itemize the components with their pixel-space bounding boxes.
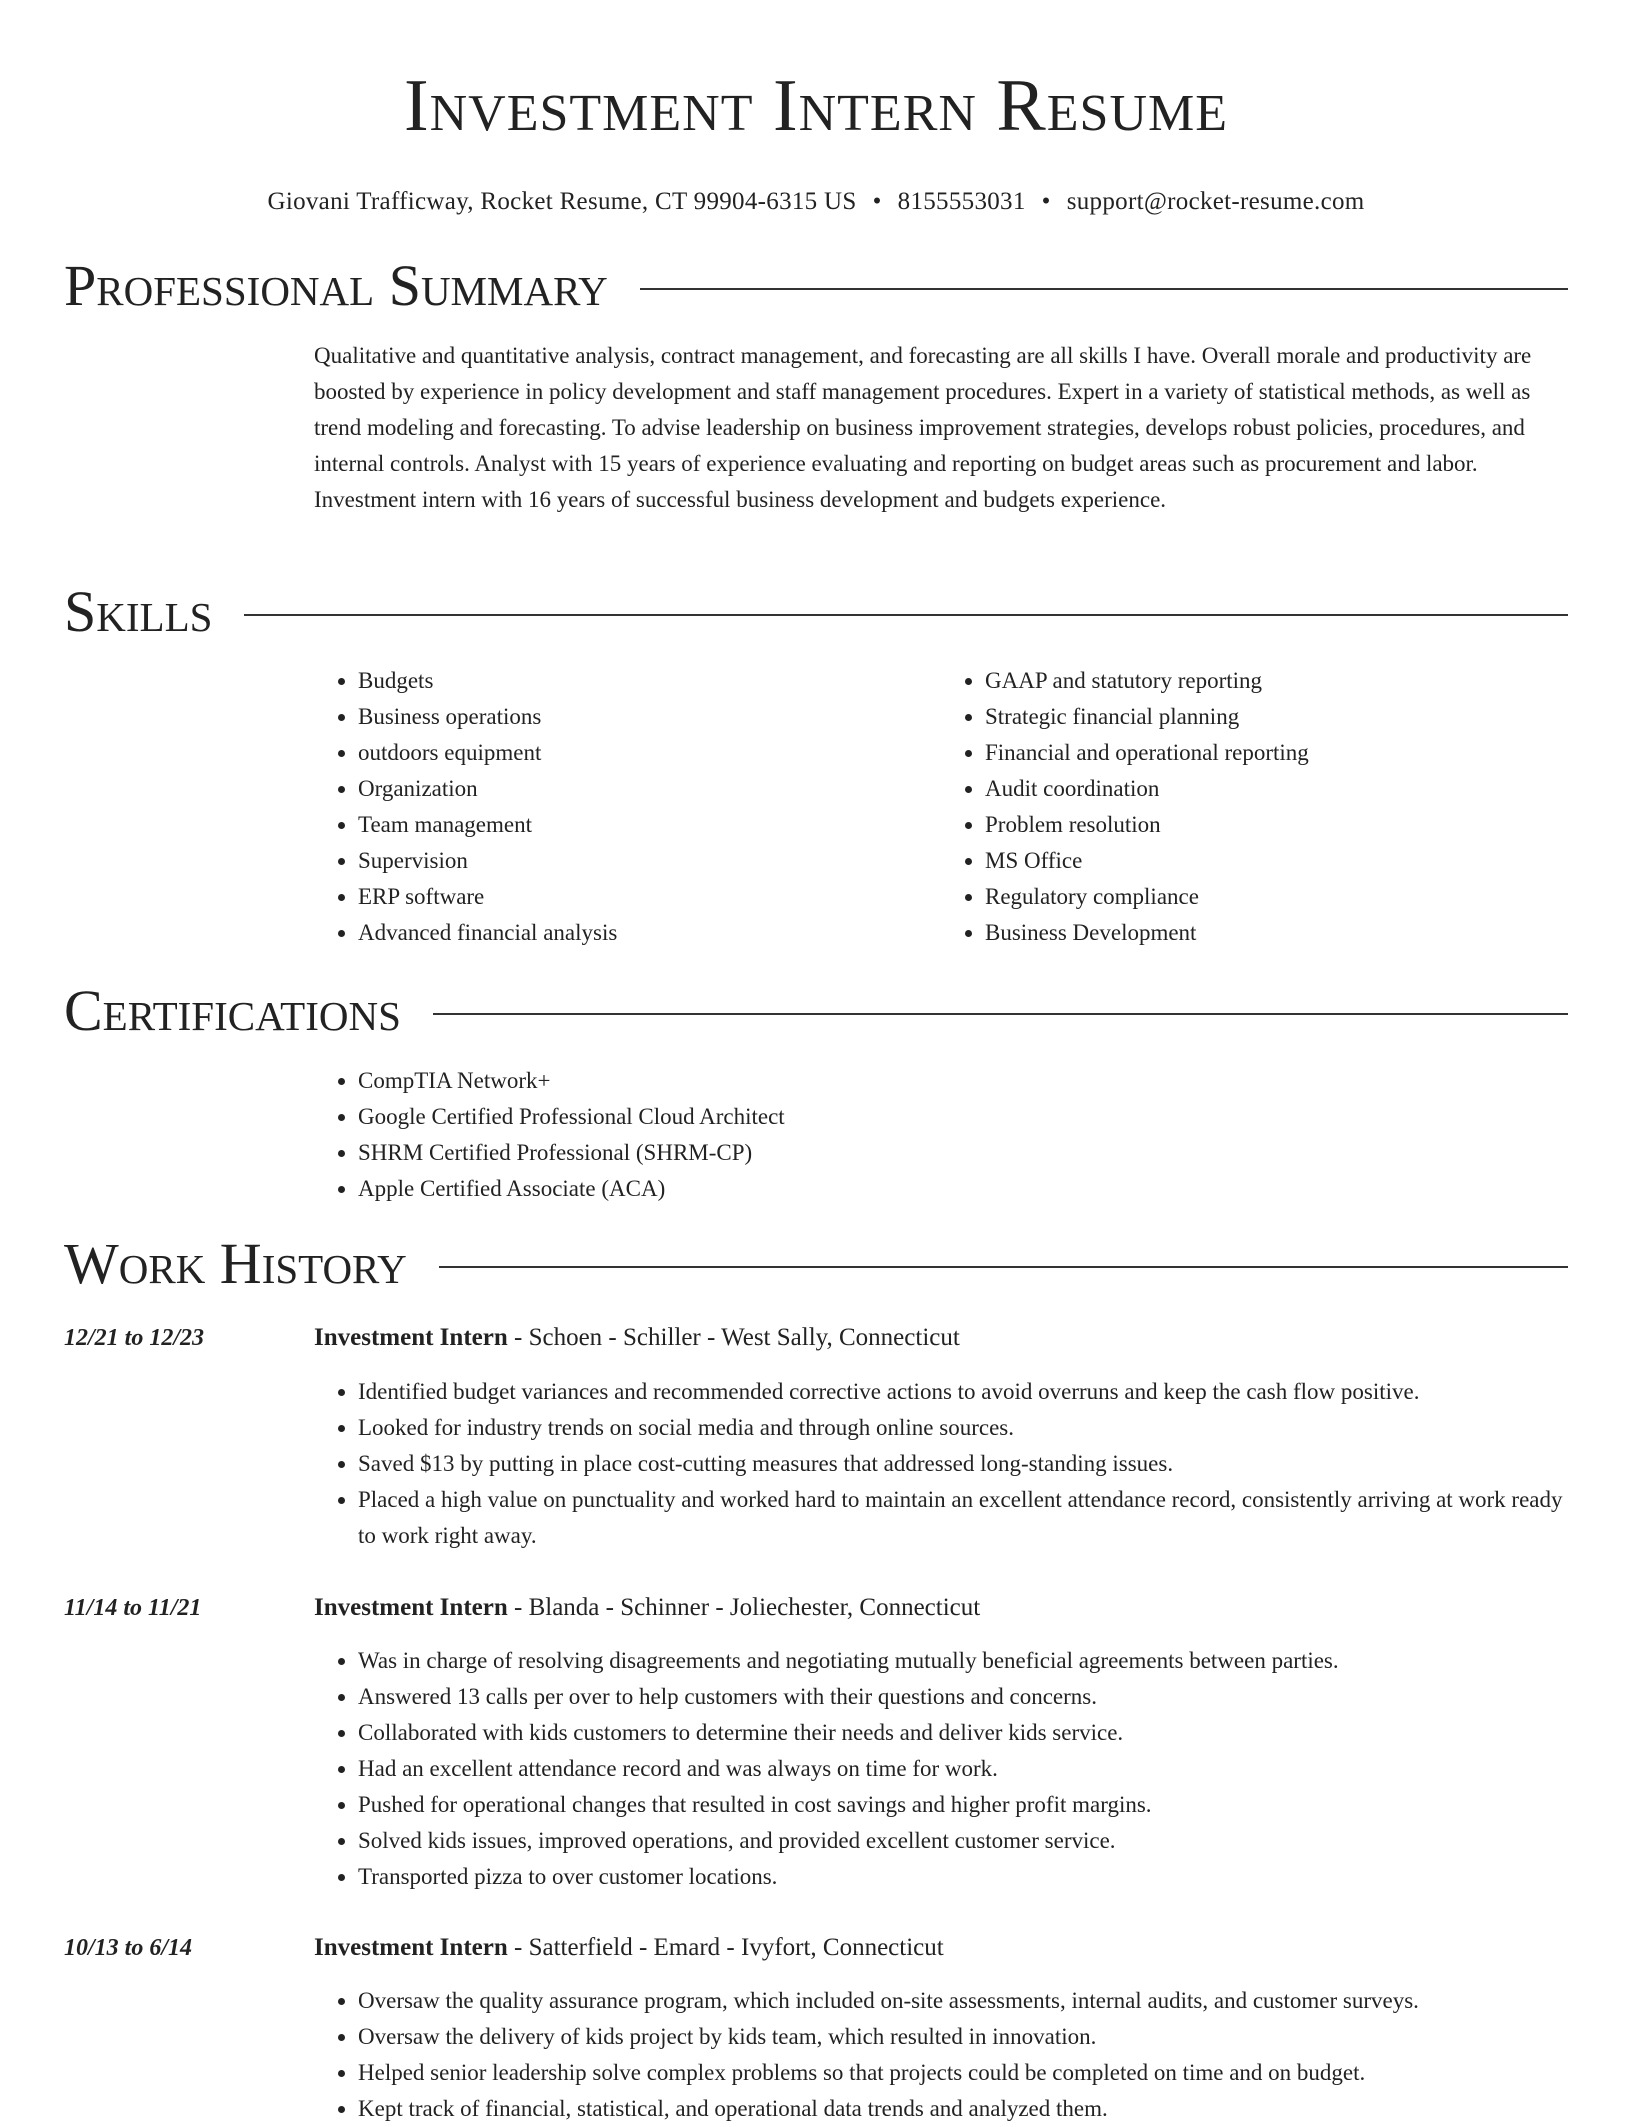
job-company: - Schoen - Schiller - West Sally, Connecticut xyxy=(507,1324,960,1351)
job-bullet: • Kept track of financial, statistical, and operational data trends and analyzed them. xyxy=(358,2091,1568,2127)
certification-item: • Apple Certified Associate (ACA) xyxy=(358,1171,1568,1207)
job-role: Investment Intern xyxy=(314,1934,508,1961)
certification-item: • CompTIA Network+ xyxy=(358,1063,1568,1099)
job-heading xyxy=(314,1930,944,1966)
certification-item: • SHRM Certified Professional (SHRM-CP) xyxy=(358,1135,1568,1171)
skill-item: • outdoors equipment xyxy=(358,735,941,771)
job-bullet: • Collaborated with kids customers to determine their needs and deliver kids service. xyxy=(358,1715,1568,1751)
contact-separator: • xyxy=(872,188,882,215)
job-role: Investment Intern xyxy=(314,1594,508,1621)
contact-phone[interactable]: 8155553031 xyxy=(897,188,1026,215)
skill-item: • Audit coordination xyxy=(985,771,1568,807)
section-title-work-history: Work History xyxy=(64,1231,407,1296)
job-bullets xyxy=(314,1983,1568,2127)
resume-title: Investment Intern Resume xyxy=(403,65,1229,147)
skill-item: • Budgets xyxy=(358,663,941,699)
job-bullet: • Helped senior leadership solve complex problems so that projects could be completed on time and on budget. xyxy=(358,2055,1568,2091)
skill-item: • MS Office xyxy=(985,843,1568,879)
skill-item: • Strategic financial planning xyxy=(985,699,1568,735)
section-title-skills: Skills xyxy=(64,579,213,644)
contact-line xyxy=(64,186,1568,218)
skill-item: • Business Development xyxy=(985,915,1568,951)
job-heading xyxy=(314,1320,960,1356)
section-header-work-history xyxy=(64,1232,1568,1296)
skill-item: • GAAP and statutory reporting xyxy=(985,663,1568,699)
job-bullet: • Oversaw the quality assurance program, which included on-site assessments, internal audits, and customer surveys. xyxy=(358,1983,1568,2019)
job-dates: 12/21 to 12/23 xyxy=(64,1325,205,1351)
job-bullet: • Looked for industry trends on social media and through online sources. xyxy=(358,1410,1568,1446)
job-bullet: • Was in charge of resolving disagreements and negotiating mutually beneficial agreements between parties. xyxy=(358,1643,1568,1679)
skill-item: • Supervision xyxy=(358,843,941,879)
job-bullets xyxy=(314,1643,1568,1895)
section-divider xyxy=(433,1013,1568,1015)
job-bullet: • Identified budget variances and recommended corrective actions to avoid overruns and keep the cash flow positive. xyxy=(358,1374,1568,1410)
section-header-skills xyxy=(64,580,1568,644)
job-dates: 10/13 to 6/14 xyxy=(64,1935,193,1961)
job-bullet: • Oversaw the delivery of kids project by kids team, which resulted in innovation. xyxy=(358,2019,1568,2055)
job-company: - Blanda - Schinner - Joliechester, Connecticut xyxy=(507,1594,981,1621)
section-divider xyxy=(640,288,1568,290)
job-bullet: • Transported pizza to over customer locations. xyxy=(358,1859,1568,1895)
contact-address: Giovani Trafficway, Rocket Resume, CT 99904-6315 US xyxy=(267,188,857,215)
skill-item: • Financial and operational reporting xyxy=(985,735,1568,771)
job-bullet: • Had an excellent attendance record and was always on time for work. xyxy=(358,1751,1568,1787)
section-title-summary: Professional Summary xyxy=(64,253,608,318)
job-heading xyxy=(314,1590,980,1626)
section-header-certifications xyxy=(64,979,1568,1043)
section-divider xyxy=(244,614,1568,616)
skills-list-left xyxy=(314,663,941,951)
job-bullet: • Pushed for operational changes that resulted in cost savings and higher profit margins. xyxy=(358,1787,1568,1823)
summary-block xyxy=(314,338,1568,518)
skill-item: • Organization xyxy=(358,771,941,807)
section-title-certifications: Certifications xyxy=(64,978,401,1043)
resume-page xyxy=(64,0,1568,2121)
job-role: Investment Intern xyxy=(314,1324,508,1351)
skills-block xyxy=(314,663,1568,951)
certification-item: • Google Certified Professional Cloud Architect xyxy=(358,1099,1568,1135)
skill-item: • Advanced financial analysis xyxy=(358,915,941,951)
section-divider xyxy=(439,1266,1568,1268)
job-bullet: • Solved kids issues, improved operations, and provided excellent customer service. xyxy=(358,1823,1568,1859)
job-company: - Satterfield - Emard - Ivyfort, Connecticut xyxy=(507,1934,944,1961)
summary-text: Qualitative and quantitative analysis, contract management, and forecasting are all skills I have. Overall morale and productivity are boosted by experience in policy development and staff management procedures. Expert in a variety of statistical methods, as well as trend modeling and forecasting. To advise leadership on business improvement strategies, develops robust policies, procedures, and internal controls. Analyst with 15 years of experience evaluating and reporting on budget areas such as procurement and labor. Investment intern with 16 years of successful business development and budgets experience. xyxy=(314,343,1532,512)
job-dates: 11/14 to 11/21 xyxy=(64,1595,202,1621)
skill-item: • Problem resolution xyxy=(985,807,1568,843)
contact-email[interactable]: support@rocket-resume.com xyxy=(1066,188,1365,215)
skill-item: • Regulatory compliance xyxy=(985,879,1568,915)
job-bullets xyxy=(314,1374,1568,1554)
job-bullet: • Placed a high value on punctuality and worked hard to maintain an excellent attendance record, consistently arriving at work ready to work right away. xyxy=(358,1482,1568,1554)
certifications-block xyxy=(314,1063,1568,1207)
skill-item: • ERP software xyxy=(358,879,941,915)
skill-item: • Business operations xyxy=(358,699,941,735)
job-bullet: • Saved $13 by putting in place cost-cutting measures that addressed long-standing issues. xyxy=(358,1446,1568,1482)
job-bullet: • Answered 13 calls per over to help customers with their questions and concerns. xyxy=(358,1679,1568,1715)
skill-item: • Team management xyxy=(358,807,941,843)
section-header-summary xyxy=(64,254,1568,318)
certifications-list xyxy=(314,1063,1568,1207)
skills-list-right xyxy=(941,663,1568,951)
contact-separator: • xyxy=(1041,188,1051,215)
